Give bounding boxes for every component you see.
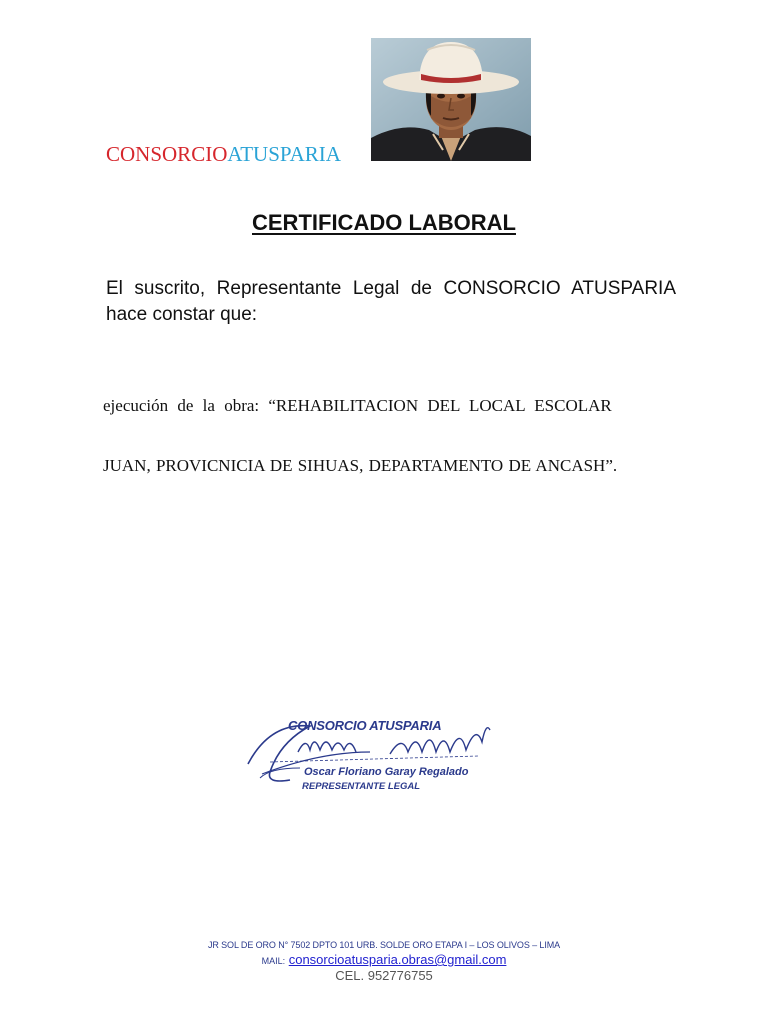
signer-name: Oscar Floriano Garay Regalado	[304, 766, 469, 778]
signature-stamp	[240, 712, 500, 812]
mail-label: MAIL:	[261, 956, 286, 966]
portrait-image	[371, 38, 531, 161]
signer-role: REPRESENTANTE LEGAL	[302, 781, 421, 792]
email-link[interactable]: consorcioatusparia.obras@gmail.com	[288, 952, 507, 967]
body-line-2: JUAN, PROVICNICIA DE SIHUAS, DEPARTAMENTO DE ANCASH”.	[103, 456, 618, 475]
footer	[0, 940, 768, 983]
footer-mail	[0, 952, 768, 967]
company-name	[106, 142, 341, 167]
company-name-part1: CONSORCIO	[106, 142, 228, 166]
intro-paragraph: El suscrito, Representante Legal de CONSORCIO ATUSPARIA hace constar que:	[106, 278, 676, 325]
stamp-company: CONSORCIO ATUSPARIA	[288, 718, 442, 733]
footer-phone: CEL. 952776755	[335, 968, 433, 983]
footer-address: JR SOL DE ORO N° 7502 DPTO 101 URB. SOLDE ORO ETAPA I – LOS OLIVOS – LIMA	[207, 940, 561, 950]
body-line-1: ejecución de la obra: “REHABILITACION DEL LOCAL ESCOLAR	[103, 396, 612, 415]
document-title-text: CERTIFICADO LABORAL	[252, 210, 516, 235]
letterhead	[0, 0, 768, 170]
document-title	[0, 210, 768, 236]
company-name-part2: ATUSPARIA	[227, 142, 341, 166]
